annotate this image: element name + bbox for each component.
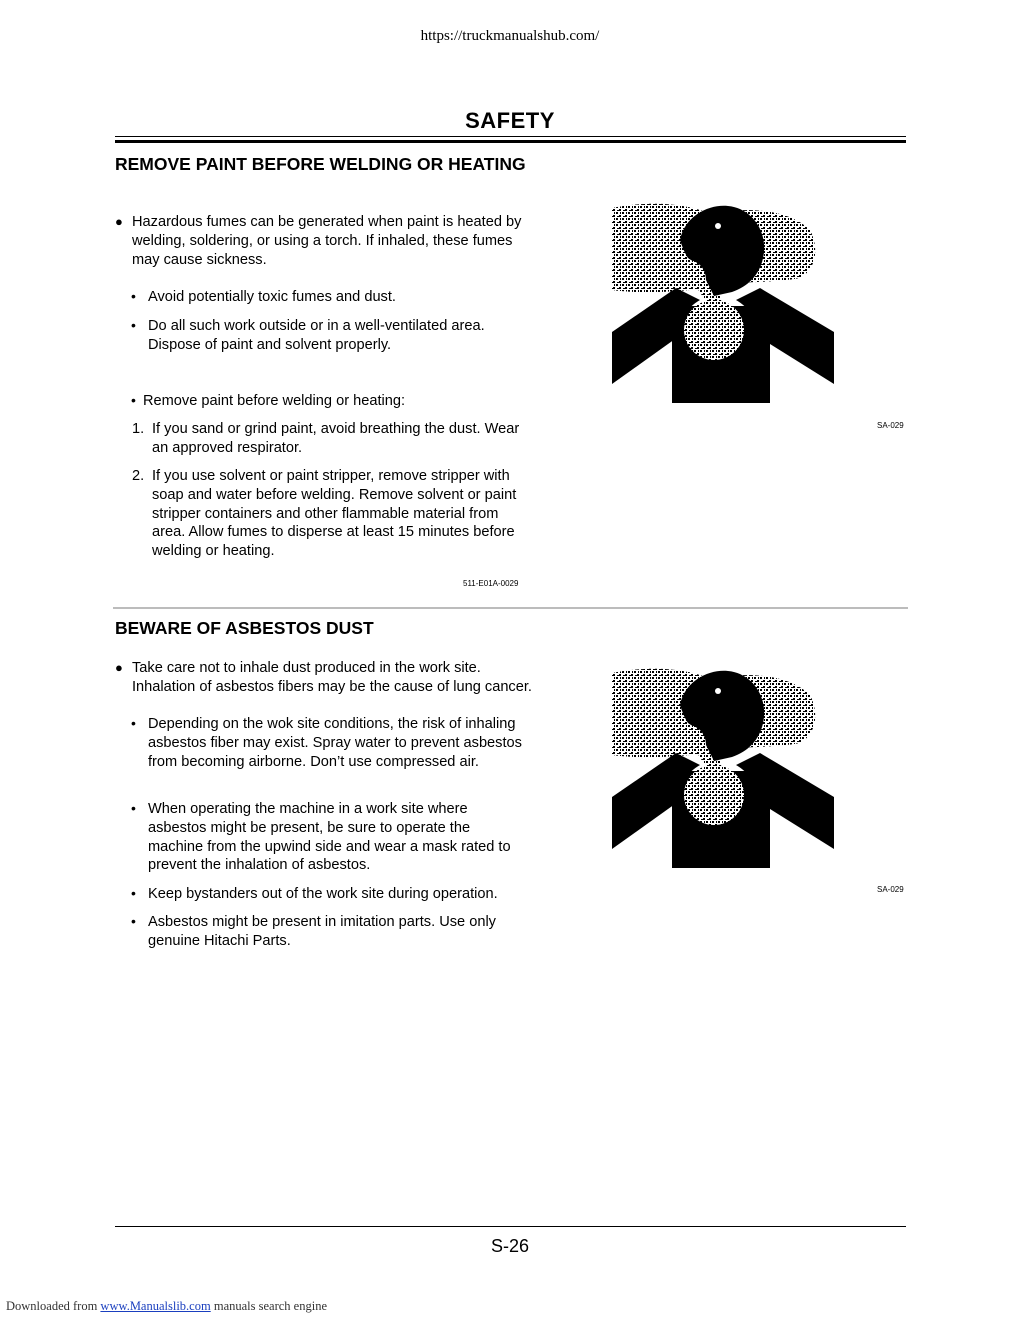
bullet-icon: ●	[115, 214, 123, 229]
step-number: 2.	[132, 468, 145, 484]
header-rule-thin	[115, 136, 906, 137]
bullet-icon: •	[131, 885, 136, 901]
sub-bullet-text: Do all such work outside or in a well-ventilated area. Dispose of paint and solvent properly.	[148, 318, 485, 353]
page-number: S-26	[490, 1236, 530, 1256]
bullet-text: Hazardous fumes can be generated when paint is heated by welding, soldering, or using a torch. If inhaled, these fumes may cause sickness.	[132, 214, 522, 268]
footer-suffix: manuals search engine	[213, 1299, 327, 1313]
sub-bullet-text: Depending on the wok site conditions, the risk of inhaling asbestos fiber may exist. Spray water to prevent asbestos from becoming airborne. Don’t use compressed air.	[148, 716, 522, 770]
page-title: SAFETY	[465, 108, 555, 133]
step-text: If you sand or grind paint, avoid breathing the dust. Wear an approved respirator.	[152, 421, 520, 456]
sub-bullet-text: Remove paint before welding or heating:	[143, 393, 406, 409]
inhalation-hazard-icon	[610, 200, 836, 405]
bullet-icon: •	[131, 317, 136, 333]
step-text: If you use solvent or paint stripper, remove stripper with soap and water before welding. Remove solvent or paint stripper containers and other flammable material from area. Allow fumes to disperse at least 15 minutes before welding or heating.	[152, 468, 517, 560]
step-number: 1.	[132, 421, 145, 437]
footer-rule	[115, 1226, 906, 1227]
section-divider	[113, 607, 908, 609]
sub-bullet-text: When operating the machine in a work site where asbestos might be present, be sure to operate the machine from the upwind side and wear a mask rated to prevent the inhalation of asbestos.	[148, 801, 511, 874]
bullet-icon: •	[131, 288, 136, 304]
inhalation-hazard-icon	[610, 665, 836, 870]
bullet-icon: •	[131, 913, 136, 929]
sub-bullet-text: Keep bystanders out of the work site during operation.	[148, 886, 498, 902]
section-title: REMOVE PAINT BEFORE WELDING OR HEATING	[115, 154, 526, 174]
sub-bullet-text: Avoid potentially toxic fumes and dust.	[148, 289, 396, 305]
source-url: https://truckmanualshub.com/	[420, 28, 600, 44]
bullet-icon: •	[131, 715, 136, 731]
figure-code: SA-029	[877, 421, 904, 430]
manualslib-link[interactable]: www.Manualslib.com	[100, 1299, 211, 1313]
download-footer	[6, 1299, 327, 1314]
bullet-icon: •	[131, 800, 136, 816]
reference-code: 511-E01A-0029	[463, 579, 519, 588]
footer-prefix: Downloaded from	[6, 1299, 98, 1313]
sub-bullet-text: Asbestos might be present in imitation parts. Use only genuine Hitachi Parts.	[148, 914, 496, 949]
section-title: BEWARE OF ASBESTOS DUST	[115, 618, 374, 638]
bullet-icon: •	[131, 392, 136, 408]
figure-code: SA-029	[877, 885, 904, 894]
bullet-text: Take care not to inhale dust produced in the work site. Inhalation of asbestos fibers may be the cause of lung cancer.	[132, 660, 532, 695]
header-rule-thick	[115, 140, 906, 143]
bullet-icon: ●	[115, 660, 123, 675]
